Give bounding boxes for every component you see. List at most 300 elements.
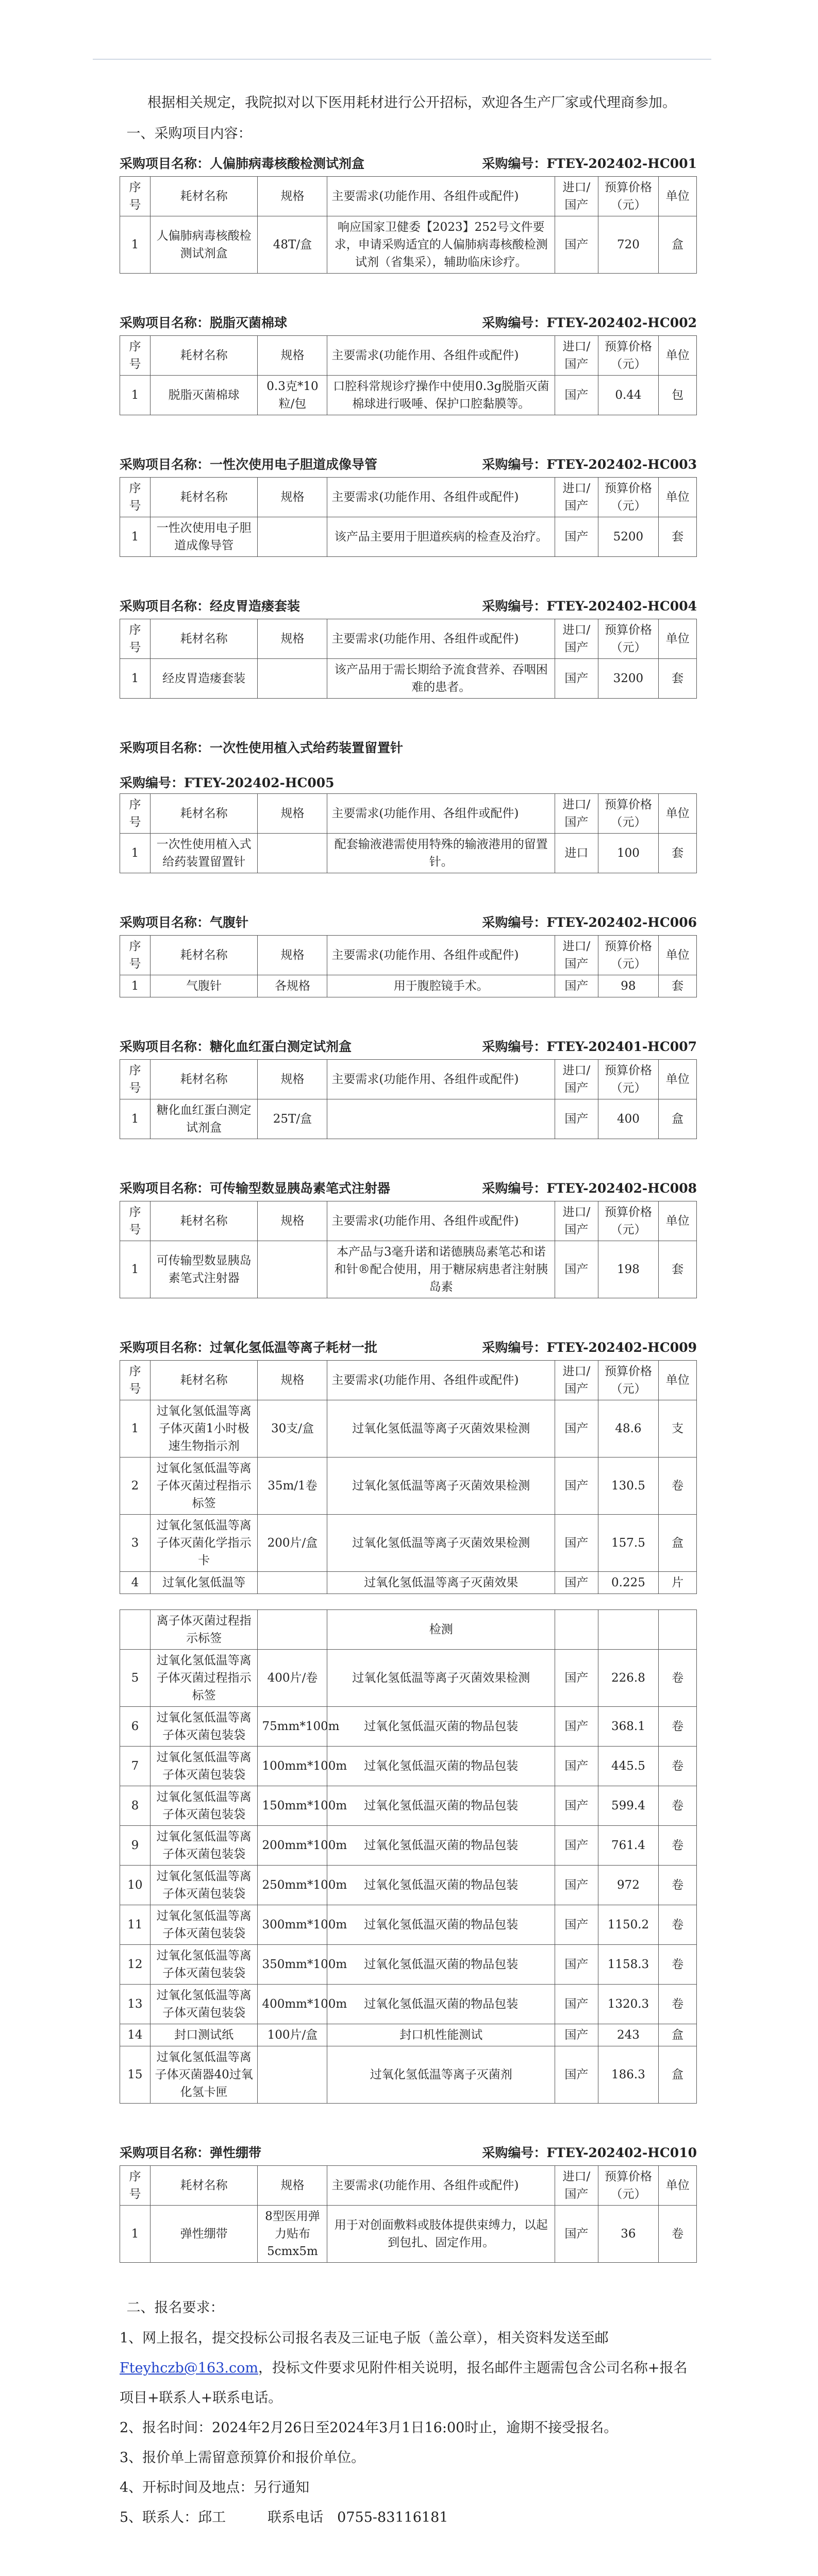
table-header-row: [120, 619, 697, 659]
cell-budget: 720: [598, 216, 659, 274]
column-header-origin: 进口/国产: [555, 478, 598, 517]
items-table: [120, 793, 697, 873]
table-row: [120, 376, 697, 415]
cell-unit: 卷: [659, 1707, 697, 1747]
column-header-origin: 进口/国产: [555, 336, 598, 376]
column-header-budget: 预算价格（元）: [598, 1201, 659, 1241]
project-title-line: [120, 454, 697, 477]
table-row: [120, 216, 697, 274]
column-header-unit: 单位: [659, 794, 697, 834]
cell-name: 过氧化氢低温等离子体灭菌过程指示标签: [150, 1458, 258, 1515]
cell-name: 气腹针: [150, 975, 258, 997]
project-block: [120, 1037, 697, 1139]
cell-name: 过氧化氢低温等离子体灭菌包装袋: [150, 1985, 258, 2024]
table-row: [120, 1458, 697, 1515]
cell-budget: 3200: [598, 659, 659, 699]
cell-spec: [258, 2046, 327, 2104]
table-header-row: [120, 478, 697, 517]
page-break-cell: [120, 1594, 697, 1610]
cell-spec: 200mm*100m: [258, 1826, 327, 1866]
column-header-spec: 规格: [258, 1201, 327, 1241]
cell-origin: 国产: [555, 1650, 598, 1707]
cell-budget: 186.3: [598, 2046, 659, 2104]
project-title-line: [120, 154, 697, 176]
column-header-req: 主要需求(功能作用、各组件或配件): [327, 2166, 555, 2206]
cell-spec: 200片/盒: [258, 1515, 327, 1572]
column-header-seq: 序号: [120, 336, 151, 376]
cell-budget: 98: [598, 975, 659, 997]
project-title: 采购项目名称：气腹针: [120, 915, 249, 930]
cell-req: 过氧化氢低温等离子灭菌剂: [327, 2046, 555, 2104]
column-header-name: 耗材名称: [150, 619, 258, 659]
items-table: [120, 1201, 697, 1298]
project-block: [120, 912, 697, 997]
cell-unit: 卷: [659, 1786, 697, 1826]
items-table: [120, 935, 697, 997]
cell-name: 人偏肺病毒核酸检测试剂盒: [150, 216, 258, 274]
project-title: 采购项目名称：一次性使用植入式给药装置留置针: [120, 740, 404, 755]
project-block: [120, 454, 697, 557]
cell-seq: 4: [120, 1572, 151, 1594]
cell-budget: [598, 1610, 659, 1650]
column-header-unit: 单位: [659, 619, 697, 659]
project-code: 采购编号：FTEY-202402-HC005: [120, 775, 335, 790]
table-row: [120, 2206, 697, 2263]
project-title-line: [120, 738, 697, 760]
column-header-req: 主要需求(功能作用、各组件或配件): [327, 336, 555, 376]
cell-seq: 1: [120, 1099, 151, 1139]
cell-seq: 1: [120, 659, 151, 699]
cell-spec: 48T/盒: [258, 216, 327, 274]
project-title: 采购项目名称：经皮胃造瘘套装: [120, 599, 301, 614]
column-header-seq: 序号: [120, 2166, 151, 2206]
cell-origin: 国产: [555, 2206, 598, 2263]
table-header-row: [120, 177, 697, 216]
cell-seq: 1: [120, 975, 151, 997]
cell-req: 过氧化氢低温等离子灭菌效果检测: [327, 1650, 555, 1707]
cell-spec: [258, 1572, 327, 1594]
project-block: [120, 738, 697, 873]
cell-unit: 卷: [659, 1747, 697, 1786]
cell-seq: 1: [120, 216, 151, 274]
column-header-req: 主要需求(功能作用、各组件或配件): [327, 619, 555, 659]
requirement-1-text-cont: ，投标文件要求见附件相关说明，报名邮件主题需包含公司名称+报名项目+联系人+联系电话。: [120, 2360, 688, 2406]
items-table: [120, 1360, 697, 2104]
items-table: [120, 619, 697, 699]
column-header-origin: 进口/国产: [555, 619, 598, 659]
section-heading-requirements: 二、报名要求：: [126, 2300, 224, 2316]
cell-req: 检测: [327, 1610, 555, 1650]
cell-unit: 片: [659, 1572, 697, 1594]
column-header-spec: 规格: [258, 1361, 327, 1400]
table-header-row: [120, 1060, 697, 1099]
cell-unit: 卷: [659, 1905, 697, 1945]
cell-spec: 300mm*100m: [258, 1905, 327, 1945]
column-header-unit: 单位: [659, 936, 697, 975]
cell-spec: 35m/1卷: [258, 1458, 327, 1515]
column-header-seq: 序号: [120, 478, 151, 517]
cell-name: 过氧化氢低温等离子体灭菌器40过氧化氢卡匣: [150, 2046, 258, 2104]
items-table: [120, 2165, 697, 2263]
cell-unit: 支: [659, 1400, 697, 1458]
table-row: [120, 1747, 697, 1786]
cell-spec: 100片/盒: [258, 2024, 327, 2046]
column-header-req: 主要需求(功能作用、各组件或配件): [327, 1201, 555, 1241]
project-title: 采购项目名称：过氧化氢低温等离子耗材一批: [120, 1340, 378, 1355]
cell-seq: 1: [120, 2206, 151, 2263]
cell-unit: 套: [659, 659, 697, 699]
cell-spec: 250mm*100m: [258, 1866, 327, 1905]
cell-origin: 国产: [555, 1400, 598, 1458]
project-title: 采购项目名称：脱脂灭菌棉球: [120, 315, 288, 330]
cell-unit: 卷: [659, 1866, 697, 1905]
cell-name: 过氧化氢低温等离子体灭菌包装袋: [150, 1905, 258, 1945]
column-header-origin: 进口/国产: [555, 1201, 598, 1241]
cell-origin: 国产: [555, 1786, 598, 1826]
cell-spec: 各规格: [258, 975, 327, 997]
items-table: [120, 1059, 697, 1139]
cell-unit: 盒: [659, 216, 697, 274]
cell-origin: 国产: [555, 1241, 598, 1298]
column-header-budget: 预算价格（元）: [598, 336, 659, 376]
column-header-budget: 预算价格（元）: [598, 177, 659, 216]
table-header-row: [120, 936, 697, 975]
column-header-budget: 预算价格（元）: [598, 478, 659, 517]
cell-spec: 8型医用弹力贴布5cmx5m: [258, 2206, 327, 2263]
column-header-spec: 规格: [258, 794, 327, 834]
column-header-origin: 进口/国产: [555, 177, 598, 216]
cell-unit: 盒: [659, 2046, 697, 2104]
project-block: [120, 154, 697, 274]
table-row: [120, 1572, 697, 1594]
cell-budget: 761.4: [598, 1826, 659, 1866]
cell-seq: 9: [120, 1826, 151, 1866]
column-header-budget: 预算价格（元）: [598, 1060, 659, 1099]
column-header-unit: 单位: [659, 336, 697, 376]
cell-req: 口腔科常规诊疗操作中使用0.3g脱脂灭菌棉球进行吸唾、保护口腔黏膜等。: [327, 376, 555, 415]
cell-seq: [120, 1610, 151, 1650]
cell-origin: 国产: [555, 1515, 598, 1572]
cell-origin: 国产: [555, 1099, 598, 1139]
cell-req: 过氧化氢低温灭菌的物品包装: [327, 1707, 555, 1747]
column-header-origin: 进口/国产: [555, 794, 598, 834]
cell-spec: 25T/盒: [258, 1099, 327, 1139]
column-header-seq: 序号: [120, 1060, 151, 1099]
table-row: [120, 1515, 697, 1572]
project-code-line: [120, 773, 697, 793]
column-header-req: 主要需求(功能作用、各组件或配件): [327, 794, 555, 834]
column-header-budget: 预算价格（元）: [598, 2166, 659, 2206]
table-header-row: [120, 336, 697, 376]
cell-seq: 11: [120, 1905, 151, 1945]
requirement-4: 4、开标时间及地点：另行通知: [120, 2480, 310, 2496]
cell-name: 脱脂灭菌棉球: [150, 376, 258, 415]
project-block: [120, 313, 697, 415]
project-code: 采购编号：FTEY-202402-HC008: [482, 1181, 697, 1196]
cell-origin: 国产: [555, 1826, 598, 1866]
column-header-spec: 规格: [258, 336, 327, 376]
cell-budget: 198: [598, 1241, 659, 1298]
table-row: [120, 1241, 697, 1298]
cell-origin: 国产: [555, 216, 598, 274]
cell-req: 该产品主要用于胆道疾病的检查及治疗。: [327, 517, 555, 557]
cell-origin: 国产: [555, 975, 598, 997]
column-header-unit: 单位: [659, 1201, 697, 1241]
column-header-unit: 单位: [659, 177, 697, 216]
project-code: 采购编号：FTEY-202402-HC003: [482, 457, 697, 472]
items-table: [120, 335, 697, 415]
column-header-name: 耗材名称: [150, 2166, 258, 2206]
cell-budget: 972: [598, 1866, 659, 1905]
cell-req: 过氧化氢低温等离子灭菌效果检测: [327, 1400, 555, 1458]
table-row: [120, 1610, 697, 1650]
column-header-spec: 规格: [258, 478, 327, 517]
table-header-row: [120, 2166, 697, 2206]
cell-seq: 15: [120, 2046, 151, 2104]
cell-name: 过氧化氢低温等离子体灭菌包装袋: [150, 1747, 258, 1786]
column-header-unit: 单位: [659, 2166, 697, 2206]
cell-req: 本产品与3毫升诺和诺德胰岛素笔芯和诺和针®配合使用，用于糖尿病患者注射胰岛素: [327, 1241, 555, 1298]
cell-spec: 0.3克*10粒/包: [258, 376, 327, 415]
cell-origin: 国产: [555, 1945, 598, 1985]
cell-budget: 243: [598, 2024, 659, 2046]
column-header-name: 耗材名称: [150, 1060, 258, 1099]
requirement-3: 3、报价单上需留意预算价和报价单位。: [120, 2450, 365, 2466]
cell-origin: 国产: [555, 1985, 598, 2024]
table-row: [120, 1945, 697, 1985]
requirement-1-text: 1、网上报名，提交投标公司报名表及三证电子版（盖公章），相关资料发送至邮: [120, 2330, 609, 2346]
column-header-unit: 单位: [659, 1060, 697, 1099]
cell-name: 可传输型数显胰岛素笔式注射器: [150, 1241, 258, 1298]
cell-name: 过氧化氢低温等离子体灭菌过程指示标签: [150, 1650, 258, 1707]
column-header-req: 主要需求(功能作用、各组件或配件): [327, 177, 555, 216]
cell-origin: 国产: [555, 1458, 598, 1515]
project-title: 采购项目名称：弹性绷带: [120, 2145, 262, 2160]
table-row: [120, 2046, 697, 2104]
cell-budget: 400: [598, 1099, 659, 1139]
email-link[interactable]: Fteyhczb@163.com: [120, 2360, 258, 2376]
cell-spec: [258, 517, 327, 557]
cell-unit: 盒: [659, 1099, 697, 1139]
column-header-seq: 序号: [120, 794, 151, 834]
cell-spec: [258, 834, 327, 873]
cell-spec: 30支/盒: [258, 1400, 327, 1458]
column-header-spec: 规格: [258, 1060, 327, 1099]
cell-budget: 368.1: [598, 1707, 659, 1747]
project-code: 采购编号：FTEY-202401-HC007: [482, 1039, 697, 1054]
cell-origin: 国产: [555, 2046, 598, 2104]
cell-name: 经皮胃造瘘套装: [150, 659, 258, 699]
cell-req: 过氧化氢低温灭菌的物品包装: [327, 1786, 555, 1826]
project-title-line: [120, 596, 697, 619]
cell-name: 过氧化氢低温等离子体灭菌包装袋: [150, 1866, 258, 1905]
cell-budget: 445.5: [598, 1747, 659, 1786]
cell-origin: 进口: [555, 834, 598, 873]
project-code: 采购编号：FTEY-202402-HC010: [482, 2145, 697, 2160]
cell-spec: 400mm*100m: [258, 1985, 327, 2024]
cell-req: 过氧化氢低温灭菌的物品包装: [327, 1945, 555, 1985]
column-header-spec: 规格: [258, 2166, 327, 2206]
cell-budget: 0.225: [598, 1572, 659, 1594]
table-row: [120, 1707, 697, 1747]
cell-name: 过氧化氢低温等离子体灭菌化学指示卡: [150, 1515, 258, 1572]
cell-budget: 1150.2: [598, 1905, 659, 1945]
cell-unit: 卷: [659, 1945, 697, 1985]
cell-req: 过氧化氢低温灭菌的物品包装: [327, 1826, 555, 1866]
cell-name: 弹性绷带: [150, 2206, 258, 2263]
project-title-line: [120, 1337, 697, 1360]
project-code: 采购编号：FTEY-202402-HC002: [482, 315, 697, 330]
cell-seq: 1: [120, 376, 151, 415]
project-list: [120, 154, 697, 2263]
column-header-seq: 序号: [120, 936, 151, 975]
cell-seq: 5: [120, 1650, 151, 1707]
cell-seq: 1: [120, 1400, 151, 1458]
cell-budget: 130.5: [598, 1458, 659, 1515]
intro-paragraph: 根据相关规定，我院拟对以下医用耗材进行公开招标，欢迎各生产厂家或代理商参加。: [147, 95, 676, 111]
table-row: [120, 1099, 697, 1139]
project-title-line: [120, 313, 697, 335]
project-title: 采购项目名称：一性次使用电子胆道成像导管: [120, 457, 378, 472]
table-row: [120, 517, 697, 557]
table-row: [120, 659, 697, 699]
cell-name: 过氧化氢低温等离子体灭菌包装袋: [150, 1945, 258, 1985]
cell-req: 用于腹腔镜手术。: [327, 975, 555, 997]
column-header-budget: 预算价格（元）: [598, 794, 659, 834]
project-title-line: [120, 1037, 697, 1059]
table-row: [120, 1905, 697, 1945]
project-code: 采购编号：FTEY-202402-HC009: [482, 1340, 697, 1355]
column-header-seq: 序号: [120, 1361, 151, 1400]
column-header-name: 耗材名称: [150, 1201, 258, 1241]
column-header-seq: 序号: [120, 177, 151, 216]
cell-seq: 3: [120, 1515, 151, 1572]
cell-origin: 国产: [555, 517, 598, 557]
table-row: [120, 1786, 697, 1826]
cell-spec: 150mm*100m: [258, 1786, 327, 1826]
cell-unit: 包: [659, 376, 697, 415]
cell-req: 过氧化氢低温等离子灭菌效果: [327, 1572, 555, 1594]
cell-seq: 10: [120, 1866, 151, 1905]
project-title-line: [120, 1178, 697, 1201]
cell-unit: 套: [659, 975, 697, 997]
column-header-budget: 预算价格（元）: [598, 936, 659, 975]
column-header-name: 耗材名称: [150, 1361, 258, 1400]
cell-budget: 1158.3: [598, 1945, 659, 1985]
project-code: 采购编号：FTEY-202402-HC004: [482, 599, 697, 614]
project-block: [120, 2143, 697, 2263]
cell-req: 该产品用于需长期给予流食营养、吞咽困难的患者。: [327, 659, 555, 699]
cell-budget: 5200: [598, 517, 659, 557]
column-header-unit: 单位: [659, 478, 697, 517]
column-header-budget: 预算价格（元）: [598, 619, 659, 659]
cell-unit: 套: [659, 1241, 697, 1298]
cell-seq: 2: [120, 1458, 151, 1515]
cell-req: 响应国家卫健委【2023】252号文件要求，申请采购适宜的人偏肺病毒核酸检测试剂（省集采），辅助临床诊疗。: [327, 216, 555, 274]
items-table: [120, 176, 697, 274]
column-header-origin: 进口/国产: [555, 1060, 598, 1099]
column-header-req: 主要需求(功能作用、各组件或配件): [327, 936, 555, 975]
column-header-name: 耗材名称: [150, 478, 258, 517]
cell-budget: 0.44: [598, 376, 659, 415]
cell-name: 离子体灭菌过程指示标签: [150, 1610, 258, 1650]
project-title: 采购项目名称：人偏肺病毒核酸检测试剂盒: [120, 156, 365, 171]
column-header-name: 耗材名称: [150, 336, 258, 376]
cell-origin: 国产: [555, 2024, 598, 2046]
cell-req: [327, 1099, 555, 1139]
cell-req: 配套输液港需使用特殊的输液港用的留置针。: [327, 834, 555, 873]
cell-seq: 1: [120, 517, 151, 557]
column-header-name: 耗材名称: [150, 177, 258, 216]
cell-req: 过氧化氢低温等离子灭菌效果检测: [327, 1515, 555, 1572]
cell-seq: 14: [120, 2024, 151, 2046]
cell-unit: [659, 1610, 697, 1650]
cell-name: 糖化血红蛋白测定试剂盒: [150, 1099, 258, 1139]
cell-name: 一次性使用植入式给药装置留置针: [150, 834, 258, 873]
cell-name: 过氧化氢低温等: [150, 1572, 258, 1594]
column-header-origin: 进口/国产: [555, 2166, 598, 2206]
column-header-budget: 预算价格（元）: [598, 1361, 659, 1400]
project-title: 采购项目名称：可传输型数显胰岛素笔式注射器: [120, 1181, 391, 1196]
cell-spec: 75mm*100m: [258, 1707, 327, 1747]
page-break-gap: [120, 1594, 697, 1610]
column-header-unit: 单位: [659, 1361, 697, 1400]
cell-name: 过氧化氢低温等离子体灭菌包装袋: [150, 1707, 258, 1747]
cell-name: 过氧化氢低温等离子体灭菌包装袋: [150, 1826, 258, 1866]
column-header-req: 主要需求(功能作用、各组件或配件): [327, 478, 555, 517]
cell-unit: 卷: [659, 1826, 697, 1866]
requirement-1: [120, 2324, 697, 2413]
cell-req: 过氧化氢低温灭菌的物品包装: [327, 1905, 555, 1945]
cell-spec: 400片/卷: [258, 1650, 327, 1707]
cell-req: 过氧化氢低温等离子灭菌效果检测: [327, 1458, 555, 1515]
column-header-req: 主要需求(功能作用、各组件或配件): [327, 1060, 555, 1099]
cell-unit: 套: [659, 517, 697, 557]
table-row: [120, 2024, 697, 2046]
cell-spec: [258, 659, 327, 699]
cell-seq: 1: [120, 834, 151, 873]
cell-budget: 36: [598, 2206, 659, 2263]
notice-content: [120, 88, 697, 2576]
cell-seq: 12: [120, 1945, 151, 1985]
table-row: [120, 834, 697, 873]
table-header-row: [120, 1201, 697, 1241]
project-title-line: [120, 2143, 697, 2165]
table-row: [120, 1985, 697, 2024]
project-block: [120, 1337, 697, 2104]
column-header-name: 耗材名称: [150, 794, 258, 834]
table-header-row: [120, 794, 697, 834]
cell-req: 用于对创面敷料或肢体提供束缚力，以起到包扎、固定作用。: [327, 2206, 555, 2263]
table-row: [120, 1650, 697, 1707]
cell-unit: 盒: [659, 2024, 697, 2046]
column-header-origin: 进口/国产: [555, 1361, 598, 1400]
table-row: [120, 1400, 697, 1458]
cell-spec: 350mm*100m: [258, 1945, 327, 1985]
cell-spec: [258, 1241, 327, 1298]
column-header-spec: 规格: [258, 177, 327, 216]
cell-origin: [555, 1610, 598, 1650]
cell-name: 封口测试纸: [150, 2024, 258, 2046]
cell-unit: 卷: [659, 1985, 697, 2024]
cell-unit: 卷: [659, 1650, 697, 1707]
requirements-section: [120, 2293, 697, 2533]
cell-origin: 国产: [555, 1572, 598, 1594]
cell-seq: 7: [120, 1747, 151, 1786]
column-header-name: 耗材名称: [150, 936, 258, 975]
cell-seq: 6: [120, 1707, 151, 1747]
cell-req: 过氧化氢低温灭菌的物品包装: [327, 1747, 555, 1786]
